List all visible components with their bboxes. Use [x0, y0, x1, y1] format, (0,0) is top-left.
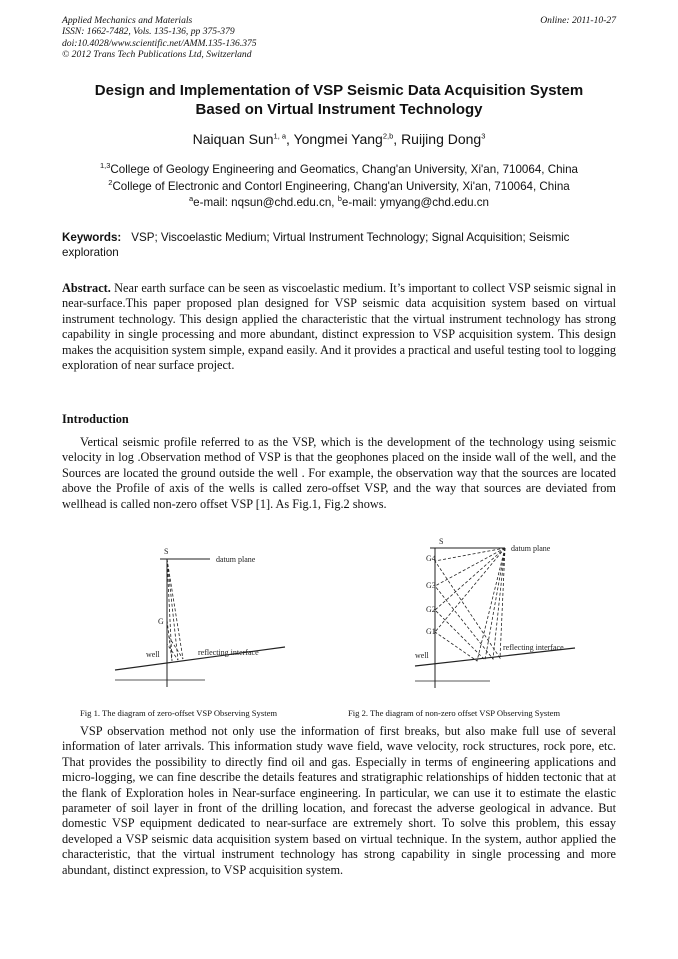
copyright-line: © 2012 Trans Tech Publications Ltd, Switzerland — [62, 48, 252, 60]
email-a: e-mail: nqsun@chd.edu.cn, — [193, 195, 338, 209]
abstract-text: Near earth surface can be seen as viscoelastic medium. It’s important to collect VSP seismic signal in near-surface.This paper proposed plan designed for VSP seismic data acquisition system based on virtual instrument technology. This design applied the characteristic that the virtual instrument technology has strong capability in single processing and more abundant, distinct expression to VSP acquisition system. This design makes the acquisition system simple, expand easily. And it provides a practical and useful testing tool to logging exploration of near surface project. — [62, 281, 616, 373]
fig2-label-g4: G4 — [426, 554, 436, 563]
issn-line: ISSN: 1662-7482, Vols. 135-136, pp 375-379 — [62, 26, 235, 38]
fig2-label-reflect: reflecting interface — [503, 643, 564, 652]
fig2-label-g3: G3 — [426, 581, 436, 590]
fig2-direct-ray-g1 — [435, 548, 505, 632]
fig2-reflected-ray-g4 — [435, 548, 505, 658]
abstract-label: Abstract. — [62, 281, 111, 295]
author-3-sup: 3 — [481, 131, 486, 141]
intro-paragraph-1: Vertical seismic profile referred to as the VSP, which is the development of the technology using seismic velocity in log .Observation method of VSP is that the geophones placed on the inside wall of the well, and the Sources are located the ground outside the well . For example, the observation way that the sources are located above the Profile of axis of the wells is called zero-offset VSP, and the way that sources are deviated from wellhead is called non-zero offset VSP [1]. As Fig.1, Fig.2 shows. — [62, 435, 616, 511]
fig2-label-well: well — [415, 651, 429, 660]
keywords-label: Keywords: — [62, 231, 122, 244]
online-date: Online: 2011-10-27 — [540, 15, 616, 26]
fig1-label-s: S — [164, 547, 169, 556]
affiliation-2-text: College of Electronic and Contorl Engineering, Chang'an University, Xi'an, 710064, China — [112, 179, 570, 193]
fig1-label-well: well — [146, 650, 160, 659]
email-a-sup: a — [189, 194, 194, 203]
section-heading-introduction: Introduction — [62, 412, 129, 426]
fig1-label-datum: datum plane — [216, 555, 256, 564]
fig2-label-datum: datum plane — [511, 544, 551, 553]
fig2-direct-ray-g3 — [435, 548, 505, 586]
journal-name: Applied Mechanics and Materials — [62, 15, 193, 26]
author-1-sup: 1, a — [273, 131, 287, 141]
fig2-reflected-ray-g3 — [435, 548, 505, 659]
fig2-label-g1: G1 — [426, 627, 436, 636]
email-b-sup: b — [337, 194, 342, 203]
author-2-sup: 2,b — [382, 131, 394, 141]
fig2-direct-ray-g4 — [435, 548, 505, 561]
title-line-2: Based on Virtual Instrument Technology — [195, 100, 483, 118]
affiliation-1 — [62, 161, 616, 176]
email-b: e-mail: ymyang@chd.edu.cn — [341, 195, 489, 209]
author-3: Ruijing Dong — [401, 131, 482, 147]
figure-1-caption: Fig 1. The diagram of zero-offset VSP Observing System — [80, 708, 278, 718]
affiliation-2 — [62, 178, 616, 193]
abstract — [62, 281, 616, 373]
fig2-label-g2: G2 — [426, 605, 436, 614]
affiliation-2-sup: 2 — [108, 178, 113, 187]
fig1-label-reflect: reflecting interface — [198, 648, 259, 657]
paper-title — [62, 82, 616, 119]
fig2-label-s: S — [439, 537, 444, 546]
fig1-label-g: G — [158, 617, 164, 626]
fig1-reflected-ray-2 — [167, 559, 178, 660]
doi-line: doi:10.4028/www.scientific.net/AMM.135-136.375 — [62, 37, 257, 49]
keywords — [62, 231, 616, 260]
author-list: Naiquan Sun$^{1, a}$, Yongmei Yang$^{2,b}$, Ruijing Dong$^3$ — [192, 131, 486, 147]
title-line-1: Design and Implementation of VSP Seismic Data Acquisition System — [94, 82, 584, 99]
keywords-text: VSP; Viscoelastic Medium; Virtual Instrument Technology; Signal Acquisition; Seismic exploration — [62, 231, 570, 259]
figure-2-caption: Fig 2. The diagram of non-zero offset VSP Observing System — [348, 708, 561, 718]
affiliation-1-text: College of Geology Engineering and Geomatics, Chang'an University, Xi'an, 710064, China — [110, 162, 579, 176]
figure-1-diagram — [110, 542, 290, 692]
author-1: Naiquan Sun — [192, 131, 274, 147]
figure-2-diagram — [405, 536, 580, 696]
affiliation-1-sup: 1,3 — [99, 161, 111, 170]
email-line — [62, 194, 616, 209]
intro-paragraph-2: VSP observation method not only use the information of first breaks, but also make full use of several information of later arrivals. This information study wave field, wave velocity, rock structures, rock pore, etc. That provides the possibility to directly find oil and gas. Especially in terms of engineering applications and micro-logging, we can fine describe the details features and stratigraphic relationships of hidden tectonic that at the flank of Exploration holes in Near-surface engineering. In particular, we can use it to estimate the elastic parameter of soil layer in front of the drilling location, and forecast the adverse geological in advance. But domestic VSP equipment dedicated to near-surface are extremely short. To solve this problem, this essay developed a VSP seismic data acquisition system based on virtual technique. In the system, author applied the characteristic, that the virtual instrument technology has strong capability in single processing and more abundant, distinct expression, to VSP acquisition system. — [62, 724, 616, 877]
journal-header — [62, 15, 616, 60]
author-2: Yongmei Yang — [293, 131, 383, 147]
fig2-direct-ray-g2 — [435, 548, 505, 610]
